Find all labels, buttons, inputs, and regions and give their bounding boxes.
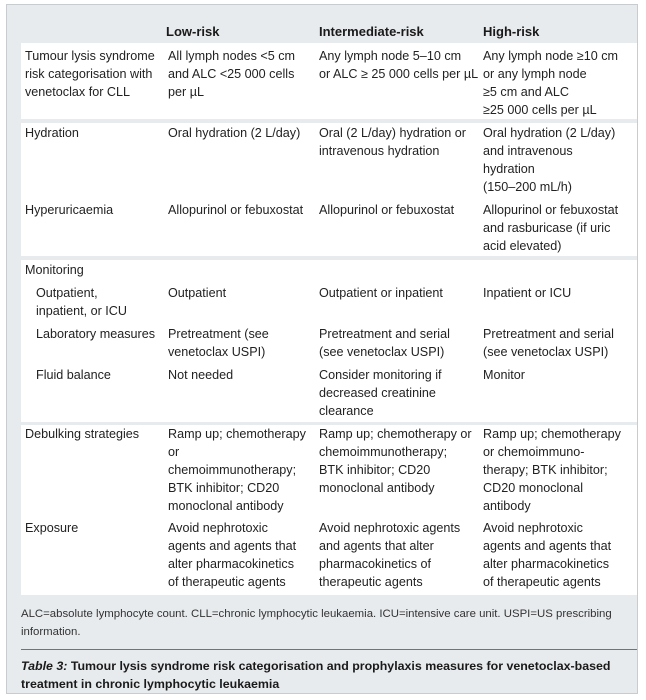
caption-text-1: Tumour lysis syndrome risk categorisation and prophylaxis measures for venetoclax-based: [67, 659, 611, 673]
cell-tls-low: All lymph nodes <5 cm and ALC <25 000 cells per µL: [168, 49, 296, 99]
row-label-hydration: Hydration: [25, 126, 79, 140]
cell-hyperuricaemia-intermediate: Allopurinol or febuxostat: [319, 203, 455, 217]
cell-lab-intermediate: Pretreatment and serial (see venetoclax USPI): [319, 327, 450, 359]
cell-setting-low: Outpatient: [168, 286, 227, 300]
caption-label: Table 3:: [21, 659, 68, 673]
cell-fluid-low: Not needed: [168, 368, 234, 382]
cell-fluid-intermediate: Consider monitoring if decreased creatinine clearance: [319, 368, 442, 418]
cell-debulking-intermediate: Ramp up; chemotherapy or chemoimmunotherapy; BTK inhibitor; CD20 monoclonal antibody: [319, 427, 472, 495]
table-footnote: ALC=absolute lymphocyte count. CLL=chronic lymphocytic leukaemia. ICU=intensive care unit. USPI=US prescribing information.: [21, 608, 612, 638]
cell-exposure-intermediate: Avoid nephrotoxic agents and agents that alter pharmacokinetics of therapeutic agents: [319, 521, 461, 589]
cell-hydration-low: Oral hydration (2 L/day): [168, 126, 301, 140]
header-high-risk: High-risk: [483, 24, 540, 39]
cell-exposure-high: Avoid nephrotoxic agents and agents that alter pharmacokinetics of therapeutic agents: [483, 521, 612, 589]
table-caption: [21, 657, 610, 693]
cell-lab-high: Pretreatment and serial (see venetoclax USPI): [483, 327, 614, 359]
cell-lab-low: Pretreatment (see venetoclax USPI): [168, 327, 269, 359]
cell-exposure-low: Avoid nephrotoxic agents and agents that alter pharmacokinetics of therapeutic agents: [168, 521, 297, 589]
cell-debulking-high: Ramp up; chemotherapy or chemoimmuno- therapy; BTK inhibitor; CD20 monoclonal antibody: [483, 427, 621, 513]
cell-tls-high: Any lymph node ≥10 cm or any lymph node ≥5 cm and ALC ≥25 000 cells per µL: [483, 49, 619, 117]
table-figure: [6, 4, 638, 694]
cell-tls-intermediate: Any lymph node 5–10 cm or ALC ≥ 25 000 cells per µL: [319, 49, 479, 81]
cell-hydration-intermediate: Oral (2 L/day) hydration or intravenous hydration: [319, 126, 466, 158]
row-label-fluid: Fluid balance: [36, 368, 111, 382]
cell-fluid-high: Monitor: [483, 368, 525, 382]
row-label-debulking: Debulking strategies: [25, 427, 140, 441]
header-intermediate-risk: Intermediate-risk: [319, 24, 424, 39]
row-label-setting: Outpatient, inpatient, or ICU: [36, 286, 127, 318]
cell-setting-intermediate: Outpatient or inpatient: [319, 286, 443, 300]
cell-hyperuricaemia-high: Allopurinol or febuxostat and rasburicase (if uric acid elevated): [483, 203, 619, 253]
caption-text-2: treatment in chronic lymphocytic leukaemia: [21, 677, 280, 691]
cell-hyperuricaemia-low: Allopurinol or febuxostat: [168, 203, 304, 217]
cell-hydration-high: Oral hydration (2 L/day) and intravenous hydration (150–200 mL/h): [483, 126, 616, 194]
caption-divider: [21, 649, 637, 650]
row-label-monitoring: Monitoring: [25, 263, 84, 277]
row-label-lab: Laboratory measures: [36, 327, 156, 341]
row-label-tls: Tumour lysis syndrome risk categorisation with venetoclax for CLL: [25, 49, 155, 99]
cell-debulking-low: Ramp up; chemotherapy or chemoimmunotherapy; BTK inhibitor; CD20 monoclonal antibody: [168, 427, 306, 513]
header-low-risk: Low-risk: [166, 24, 220, 39]
row-label-exposure: Exposure: [25, 521, 79, 535]
row-label-hyperuricaemia: Hyperuricaemia: [25, 203, 114, 217]
cell-setting-high: Inpatient or ICU: [483, 286, 572, 300]
